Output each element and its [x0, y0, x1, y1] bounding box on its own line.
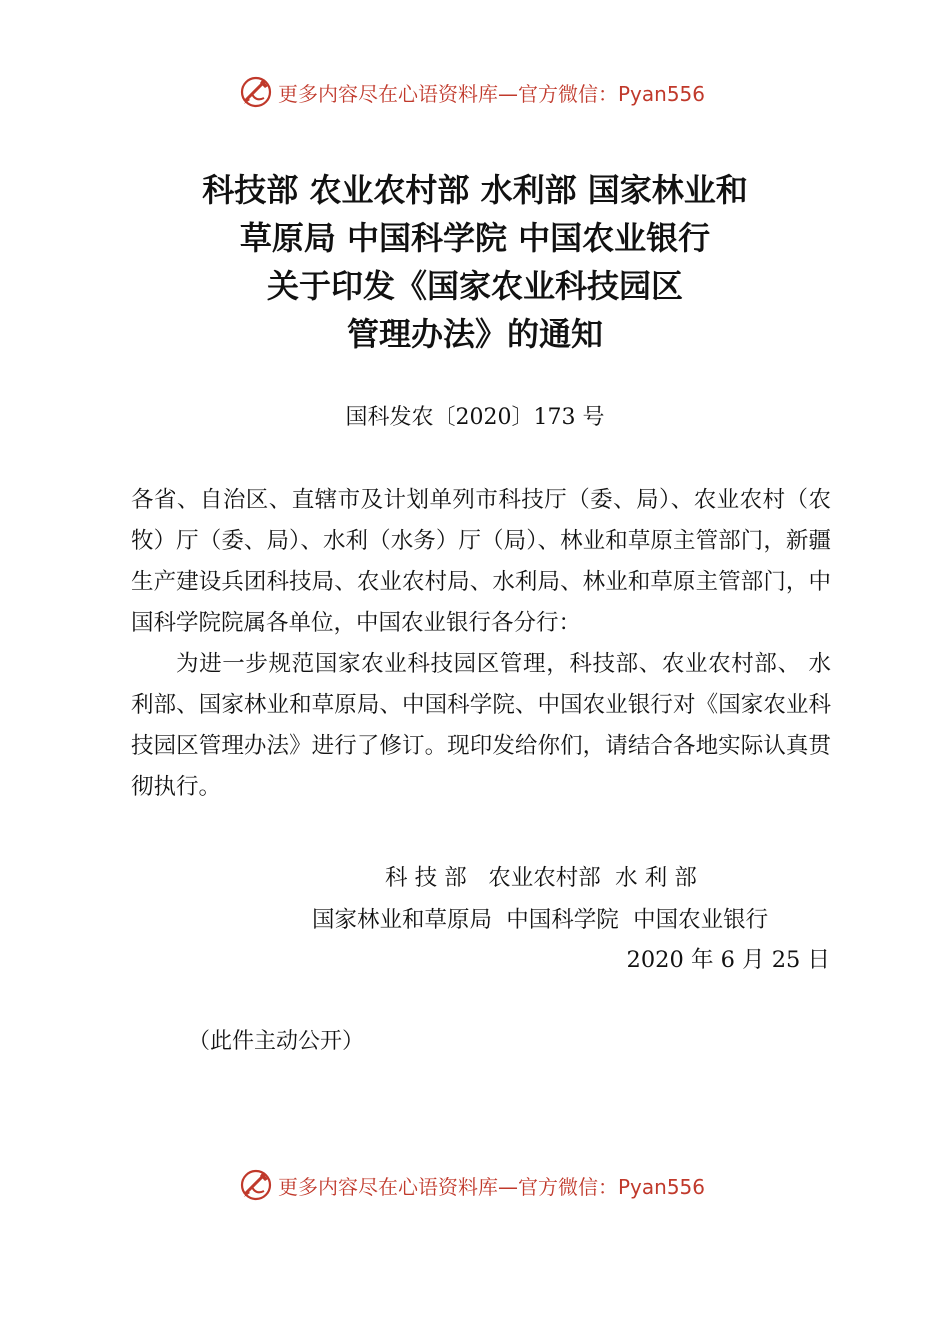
signature-date: 2020 年 6 月 25 日: [626, 947, 830, 973]
signatory-line-2: 国家林业和草原局 中国科学院 中国农业银行: [312, 907, 769, 933]
disclosure-note: （此件主动公开）: [188, 1029, 365, 1054]
pen-hand-logo-icon: [238, 74, 274, 110]
pen-hand-logo-icon: [238, 1167, 274, 1203]
header-banner-text: 更多内容尽在心语资料库—官方微信：Pyan556: [278, 81, 706, 106]
document-title: [0, 166, 950, 358]
document-number: 国科发农〔2020〕173 号: [345, 405, 605, 430]
title-line-1: 科技部 农业农村部 水利部 国家林业和: [202, 171, 748, 209]
header-watermark-banner: [238, 72, 705, 112]
title-line-2: 草原局 中国科学院 中国农业银行: [239, 219, 711, 257]
body-paragraph: 为进一步规范国家农业科技园区管理，科技部、农业农村部、 水利部、国家林业和草原局、中国科学院、中国农业银行对《国家农业科技园区管理办法》进行了修订。现印发给你们，请结合各地实际认真贯彻执行。: [131, 651, 831, 800]
title-line-4: 管理办法》的通知: [346, 315, 603, 353]
title-line-3: 关于印发《国家农业科技园区: [266, 267, 683, 305]
addressee-paragraph: 各省、自治区、直辖市及计划单列市科技厅（委、局）、农业农村（农牧）厅（委、局）、水利（水务）厅（局）、林业和草原主管部门，新疆生产建设兵团科技局、农业农村局、水利局、林业和草原主管部门，中国科学院院属各单位，中国农业银行各分行：: [131, 487, 831, 636]
signatory-line-1: 科 技 部 农业农村部 水 利 部: [385, 865, 697, 891]
footer-banner-text: 更多内容尽在心语资料库—官方微信：Pyan556: [278, 1174, 706, 1199]
footer-watermark-banner: [238, 1165, 705, 1205]
